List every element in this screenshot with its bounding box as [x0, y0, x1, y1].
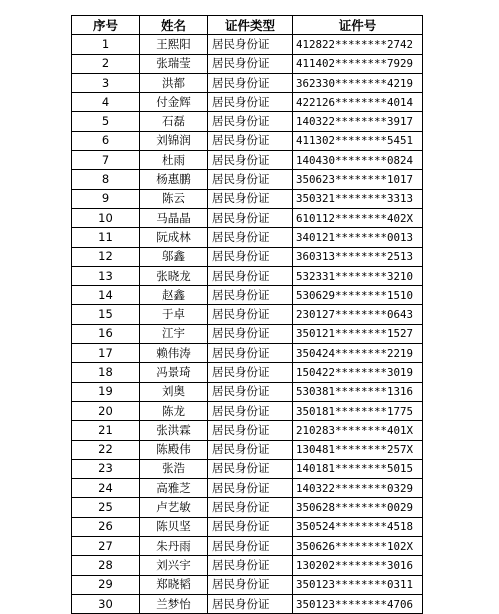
table-row	[72, 479, 423, 498]
cell-doc-type: 居民身份证	[208, 459, 293, 478]
cell-name: 石磊	[140, 112, 208, 131]
cell-doc-type: 居民身份证	[208, 363, 293, 382]
cell-doc-no: 350623********1017	[293, 170, 423, 189]
cell-doc-type: 居民身份证	[208, 286, 293, 305]
table-row	[72, 35, 423, 54]
cell-doc-no: 350628********0029	[293, 498, 423, 517]
table-row	[72, 112, 423, 131]
cell-doc-no: 140322********3917	[293, 112, 423, 131]
table-row	[72, 131, 423, 150]
cell-no: 27	[72, 537, 140, 556]
cell-doc-type: 居民身份证	[208, 382, 293, 401]
cell-doc-no: 411402********7929	[293, 54, 423, 73]
cell-name: 张瑞莹	[140, 54, 208, 73]
cell-doc-type: 居民身份证	[208, 594, 293, 613]
cell-no: 26	[72, 517, 140, 536]
cell-no: 18	[72, 363, 140, 382]
header-no: 序号	[72, 16, 140, 35]
cell-doc-type: 居民身份证	[208, 344, 293, 363]
cell-no: 11	[72, 228, 140, 247]
cell-no: 14	[72, 286, 140, 305]
cell-doc-no: 150422********3019	[293, 363, 423, 382]
cell-no: 22	[72, 440, 140, 459]
cell-doc-type: 居民身份证	[208, 575, 293, 594]
table-row	[72, 440, 423, 459]
cell-no: 28	[72, 556, 140, 575]
header-row	[72, 16, 423, 35]
cell-doc-type: 居民身份证	[208, 440, 293, 459]
cell-name: 陈殿伟	[140, 440, 208, 459]
cell-no: 2	[72, 54, 140, 73]
table-row	[72, 556, 423, 575]
table-row	[72, 594, 423, 613]
cell-name: 兰梦怡	[140, 594, 208, 613]
cell-doc-no: 350524********4518	[293, 517, 423, 536]
cell-doc-no: 350626********102X	[293, 537, 423, 556]
cell-name: 邬鑫	[140, 247, 208, 266]
header-doc-no: 证件号	[293, 16, 423, 35]
cell-no: 30	[72, 594, 140, 613]
table-row	[72, 382, 423, 401]
cell-no: 8	[72, 170, 140, 189]
cell-doc-no: 411302********5451	[293, 131, 423, 150]
cell-no: 15	[72, 305, 140, 324]
cell-name: 冯景琦	[140, 363, 208, 382]
cell-no: 13	[72, 266, 140, 285]
cell-name: 张晓龙	[140, 266, 208, 285]
cell-doc-no: 530381********1316	[293, 382, 423, 401]
roster-table	[71, 15, 423, 614]
cell-name: 陈贝坚	[140, 517, 208, 536]
cell-name: 张洪霖	[140, 421, 208, 440]
cell-doc-no: 362330********4219	[293, 73, 423, 92]
cell-name: 陈云	[140, 189, 208, 208]
table-row	[72, 93, 423, 112]
cell-doc-no: 140430********0824	[293, 151, 423, 170]
cell-doc-type: 居民身份证	[208, 112, 293, 131]
cell-name: 于卓	[140, 305, 208, 324]
table-body	[72, 35, 423, 614]
cell-name: 刘奥	[140, 382, 208, 401]
cell-doc-type: 居民身份证	[208, 421, 293, 440]
table-row	[72, 208, 423, 227]
cell-doc-type: 居民身份证	[208, 189, 293, 208]
cell-no: 29	[72, 575, 140, 594]
cell-name: 杨惠鹏	[140, 170, 208, 189]
cell-doc-type: 居民身份证	[208, 479, 293, 498]
table-row	[72, 189, 423, 208]
cell-doc-no: 130481********257X	[293, 440, 423, 459]
cell-name: 洪都	[140, 73, 208, 92]
cell-no: 6	[72, 131, 140, 150]
cell-name: 杜雨	[140, 151, 208, 170]
cell-doc-no: 350121********1527	[293, 324, 423, 343]
cell-no: 12	[72, 247, 140, 266]
cell-doc-type: 居民身份证	[208, 556, 293, 575]
table-row	[72, 170, 423, 189]
cell-doc-type: 居民身份证	[208, 35, 293, 54]
table-row	[72, 247, 423, 266]
cell-name: 张浩	[140, 459, 208, 478]
cell-doc-no: 350123********4706	[293, 594, 423, 613]
cell-doc-no: 140181********5015	[293, 459, 423, 478]
table-row	[72, 151, 423, 170]
cell-name: 江宇	[140, 324, 208, 343]
table-row	[72, 421, 423, 440]
cell-no: 4	[72, 93, 140, 112]
cell-doc-no: 360313********2513	[293, 247, 423, 266]
table-row	[72, 459, 423, 478]
cell-doc-no: 422126********4014	[293, 93, 423, 112]
cell-name: 刘兴宇	[140, 556, 208, 575]
cell-doc-no: 140322********0329	[293, 479, 423, 498]
cell-no: 17	[72, 344, 140, 363]
cell-doc-type: 居民身份证	[208, 151, 293, 170]
cell-doc-type: 居民身份证	[208, 228, 293, 247]
cell-name: 马晶晶	[140, 208, 208, 227]
cell-doc-type: 居民身份证	[208, 247, 293, 266]
cell-doc-type: 居民身份证	[208, 517, 293, 536]
table-row	[72, 517, 423, 536]
cell-name: 王熙阳	[140, 35, 208, 54]
cell-doc-type: 居民身份证	[208, 208, 293, 227]
cell-doc-no: 412822********2742	[293, 35, 423, 54]
cell-no: 5	[72, 112, 140, 131]
table-row	[72, 324, 423, 343]
cell-name: 卢艺敏	[140, 498, 208, 517]
cell-no: 3	[72, 73, 140, 92]
table-row	[72, 401, 423, 420]
cell-no: 23	[72, 459, 140, 478]
cell-doc-type: 居民身份证	[208, 170, 293, 189]
cell-no: 16	[72, 324, 140, 343]
cell-doc-no: 230127********0643	[293, 305, 423, 324]
table-row	[72, 266, 423, 285]
cell-doc-no: 350321********3313	[293, 189, 423, 208]
cell-doc-no: 130202********3016	[293, 556, 423, 575]
table-row	[72, 305, 423, 324]
cell-no: 20	[72, 401, 140, 420]
cell-doc-type: 居民身份证	[208, 93, 293, 112]
cell-name: 赵鑫	[140, 286, 208, 305]
cell-name: 陈龙	[140, 401, 208, 420]
cell-doc-type: 居民身份证	[208, 305, 293, 324]
cell-no: 21	[72, 421, 140, 440]
table-row	[72, 286, 423, 305]
cell-no: 25	[72, 498, 140, 517]
cell-no: 1	[72, 35, 140, 54]
cell-no: 24	[72, 479, 140, 498]
cell-doc-no: 350181********1775	[293, 401, 423, 420]
cell-doc-type: 居民身份证	[208, 537, 293, 556]
cell-doc-type: 居民身份证	[208, 266, 293, 285]
cell-doc-type: 居民身份证	[208, 498, 293, 517]
cell-name: 付金辉	[140, 93, 208, 112]
cell-name: 朱丹雨	[140, 537, 208, 556]
table-row	[72, 73, 423, 92]
cell-name: 阮成林	[140, 228, 208, 247]
table-row	[72, 54, 423, 73]
cell-doc-no: 340121********0013	[293, 228, 423, 247]
cell-doc-type: 居民身份证	[208, 54, 293, 73]
header-name: 姓名	[140, 16, 208, 35]
cell-name: 高雅芝	[140, 479, 208, 498]
cell-name: 赖伟涛	[140, 344, 208, 363]
cell-no: 9	[72, 189, 140, 208]
cell-doc-type: 居民身份证	[208, 401, 293, 420]
cell-no: 7	[72, 151, 140, 170]
table-row	[72, 363, 423, 382]
cell-doc-type: 居民身份证	[208, 324, 293, 343]
cell-doc-type: 居民身份证	[208, 131, 293, 150]
cell-doc-no: 350424********2219	[293, 344, 423, 363]
header-doc-type: 证件类型	[208, 16, 293, 35]
cell-doc-no: 210283********401X	[293, 421, 423, 440]
cell-doc-no: 532331********3210	[293, 266, 423, 285]
cell-name: 刘锦润	[140, 131, 208, 150]
cell-doc-no: 350123********0311	[293, 575, 423, 594]
table-row	[72, 537, 423, 556]
cell-name: 郑晓韬	[140, 575, 208, 594]
cell-doc-type: 居民身份证	[208, 73, 293, 92]
cell-no: 10	[72, 208, 140, 227]
table-row	[72, 575, 423, 594]
table-row	[72, 344, 423, 363]
cell-doc-no: 610112********402X	[293, 208, 423, 227]
cell-no: 19	[72, 382, 140, 401]
table-row	[72, 228, 423, 247]
table-row	[72, 498, 423, 517]
cell-doc-no: 530629********1510	[293, 286, 423, 305]
